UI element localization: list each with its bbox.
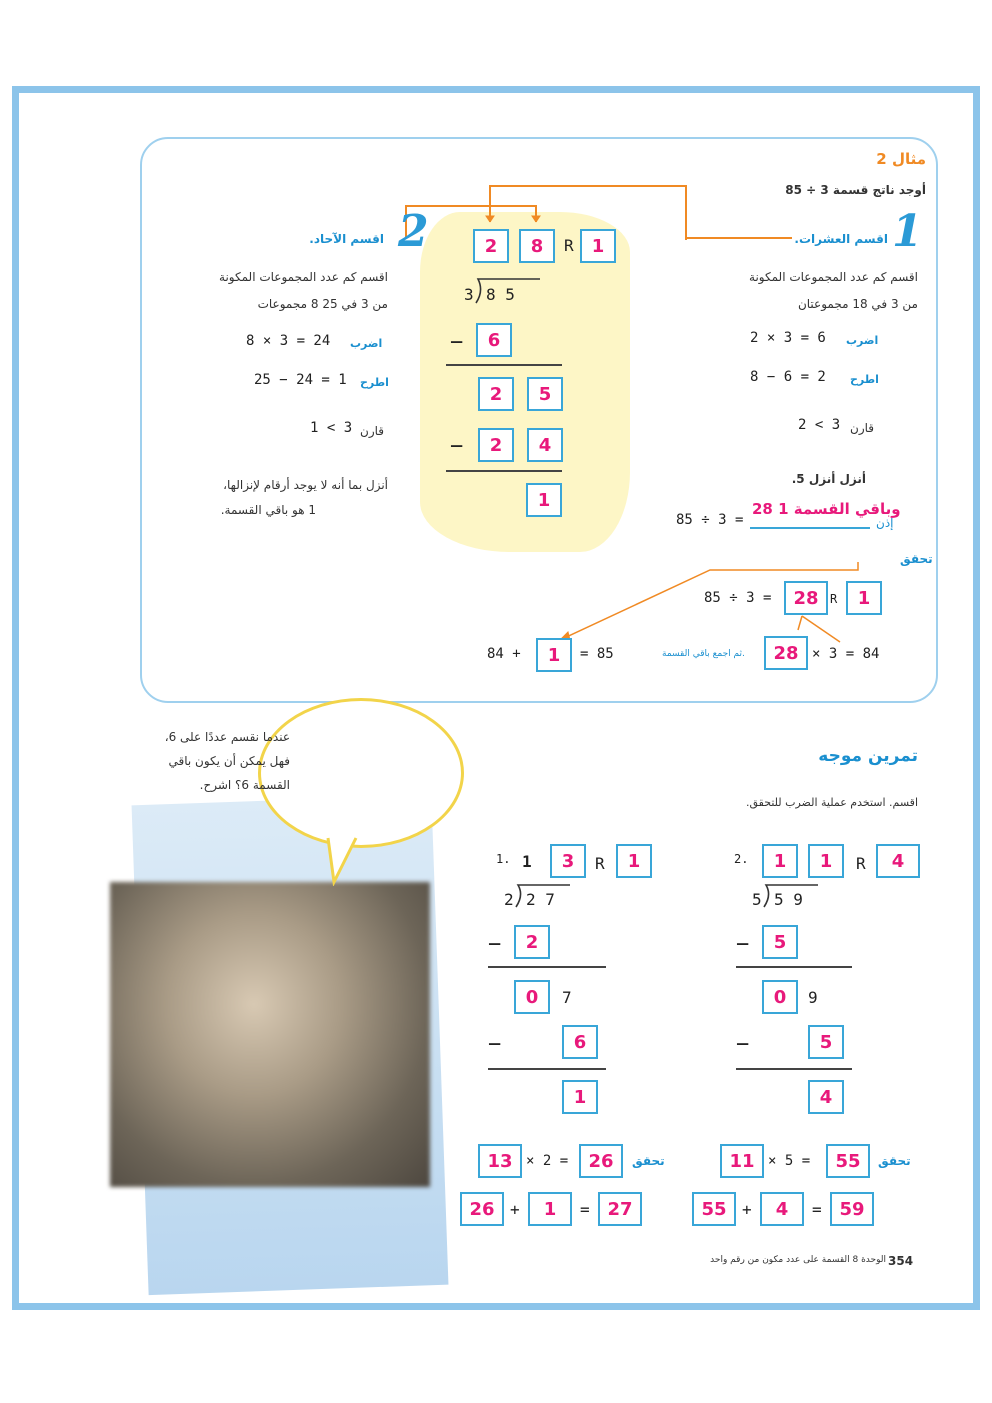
p2-quotient-tens-box: 1 bbox=[762, 844, 798, 878]
remainder-box: 1 bbox=[580, 229, 616, 263]
step1-equation: 85 ÷ 3 = bbox=[676, 512, 744, 528]
check-eq2-box: 1 bbox=[536, 638, 572, 672]
step1-divide2: من 3 في 18 مجموعتان bbox=[797, 297, 918, 311]
p1-mid-digit: 7 bbox=[562, 988, 572, 1007]
check-eq3-right: × 3 = 84 bbox=[812, 646, 880, 662]
p2-rule-1 bbox=[736, 966, 852, 968]
step1-multiply: 2 × 3 = 6 bbox=[750, 330, 826, 346]
speech-bubble-tail bbox=[326, 836, 366, 886]
speech-bubble bbox=[258, 698, 464, 848]
step2-heading: اقسم الآحاد. bbox=[309, 232, 384, 246]
p1-mid-box: 0 bbox=[514, 980, 550, 1014]
p1-minus-2: − bbox=[488, 1032, 502, 1057]
p1-quotient-box: 3 bbox=[550, 844, 586, 878]
p1-check-op: × 2 = bbox=[526, 1153, 569, 1169]
footer-text: الوحدة 8 القسمة على عدد مكون من رقم واحد bbox=[710, 1255, 886, 1265]
step2-subtract-label: اطرح bbox=[360, 376, 389, 389]
check-note: ثم اجمع باقي القسمة. bbox=[662, 649, 745, 659]
p1-check-a: 13 bbox=[478, 1144, 522, 1178]
p1-rule-2 bbox=[488, 1068, 606, 1070]
p1-remainder-box: 1 bbox=[616, 844, 652, 878]
mid-ones-box: 5 bbox=[527, 377, 563, 411]
page-number: 354 bbox=[888, 1254, 914, 1268]
step1-bring-down: أنزل أنزل 5. bbox=[791, 472, 866, 486]
step1-answer: 28 وباقي القسمة 1 bbox=[752, 500, 901, 518]
step2-subtract: 25 − 24 = 1 bbox=[254, 372, 347, 388]
quotient-ones-box: 8 bbox=[519, 229, 555, 263]
step2-multiply-label: اضرب bbox=[350, 337, 383, 350]
rule-1 bbox=[446, 364, 562, 366]
check-eq2-right: = 85 bbox=[580, 646, 614, 662]
minus-sign-1: − bbox=[450, 330, 464, 355]
p2-sum-c: 59 bbox=[830, 1192, 874, 1226]
p1-divisor: 2 bbox=[504, 890, 514, 909]
p1-sum-c: 27 bbox=[598, 1192, 642, 1226]
p2-dividend: 5 9 bbox=[774, 890, 803, 909]
check-eq2-left: 84 + bbox=[487, 646, 521, 662]
step2-remainder-note: 1 هو باقي القسمة. bbox=[220, 503, 316, 517]
step2-number-icon: 2 bbox=[398, 206, 429, 257]
p2-mid-digit: 9 bbox=[808, 988, 818, 1007]
example-title: مثال 2 bbox=[876, 150, 926, 168]
example-dividend: 8 5 bbox=[486, 285, 515, 304]
p2-sub1-box: 5 bbox=[762, 925, 798, 959]
p1-rule-1 bbox=[488, 966, 606, 968]
p2-number: 2. bbox=[734, 852, 749, 866]
check-label: تحقق bbox=[900, 552, 933, 566]
example-divisor: 3 bbox=[464, 285, 474, 304]
check-quotient-box: 28 bbox=[784, 581, 828, 615]
p2-minus-2: − bbox=[736, 1032, 750, 1057]
p1-check-label: تحقق bbox=[632, 1154, 665, 1168]
p2-r-label: R bbox=[856, 854, 866, 873]
p2-check-b: 55 bbox=[826, 1144, 870, 1178]
p2-mid-box: 0 bbox=[762, 980, 798, 1014]
p1-number: 1. bbox=[496, 852, 511, 866]
p1-sum-op1: + bbox=[510, 1200, 520, 1219]
sub2-tens-box: 2 bbox=[478, 428, 514, 462]
step1-heading: اقسم العشرات. bbox=[794, 232, 888, 246]
p1-sum-b: 1 bbox=[528, 1192, 572, 1226]
p2-quotient-ones-box: 1 bbox=[808, 844, 844, 878]
example-prompt: أوجد ناتج قسمة 3 ÷ 85 bbox=[785, 183, 926, 197]
p2-check-op: × 5 = bbox=[768, 1153, 811, 1169]
step1-so-label: إذن bbox=[876, 516, 894, 530]
step1-compare-label: قارن bbox=[850, 421, 874, 435]
p2-check-a: 11 bbox=[720, 1144, 764, 1178]
step2-multiply: 8 × 3 = 24 bbox=[246, 333, 331, 349]
sub1-box: 6 bbox=[476, 323, 512, 357]
step2-compare: 1 < 3 bbox=[310, 420, 353, 436]
bubble-line3: القسمة 6؟ اشرح. bbox=[199, 778, 290, 792]
p2-remainder-box: 4 bbox=[876, 844, 920, 878]
p1-minus-1: − bbox=[488, 932, 502, 957]
p2-sum-a: 55 bbox=[692, 1192, 736, 1226]
quotient-tens-box: 2 bbox=[473, 229, 509, 263]
step1-compare: 2 < 3 bbox=[798, 417, 841, 433]
step1-divide: اقسم كم عدد المجموعات المكونة bbox=[749, 270, 918, 284]
bubble-line1: عندما نقسم عددًا على 6، bbox=[164, 730, 290, 744]
p2-rule-2 bbox=[736, 1068, 852, 1070]
p1-sum-op2: = bbox=[580, 1200, 590, 1219]
bubble-line2: فهل يمكن أن يكون باقي bbox=[168, 754, 290, 768]
p1-sub1-box: 2 bbox=[514, 925, 550, 959]
p1-quotient-static: 1 bbox=[522, 852, 532, 871]
step1-arrow-line bbox=[686, 232, 796, 242]
p2-sum-b: 4 bbox=[760, 1192, 804, 1226]
step1-subtract-label: اطرح bbox=[850, 373, 879, 386]
p2-minus-1: − bbox=[736, 932, 750, 957]
rule-2 bbox=[446, 470, 562, 472]
p2-sub2-box: 5 bbox=[808, 1025, 844, 1059]
p2-check-label: تحقق bbox=[878, 1154, 911, 1168]
p1-sum-a: 26 bbox=[460, 1192, 504, 1226]
step1-number-icon: 1 bbox=[892, 206, 923, 257]
check-remainder-box: 1 bbox=[846, 581, 882, 615]
p2-sum-op2: = bbox=[812, 1200, 822, 1219]
photo-man-reading-newspaper bbox=[110, 882, 430, 1187]
p1-r-label: R bbox=[595, 854, 605, 873]
minus-sign-2: − bbox=[450, 434, 464, 459]
p2-final-box: 4 bbox=[808, 1080, 844, 1114]
guided-title: تمرين موجه bbox=[818, 746, 918, 766]
p1-dividend: 2 7 bbox=[526, 890, 555, 909]
sub2-ones-box: 4 bbox=[527, 428, 563, 462]
step1-multiply-label: اضرب bbox=[846, 334, 879, 347]
p1-sub2-box: 6 bbox=[562, 1025, 598, 1059]
step2-compare-label: قارن bbox=[360, 424, 384, 438]
guided-instruction: اقسم. استخدم عملية الضرب للتحقق. bbox=[745, 796, 918, 809]
highlight-blob bbox=[420, 212, 630, 552]
p2-sum-op1: + bbox=[742, 1200, 752, 1219]
p1-final-box: 1 bbox=[562, 1080, 598, 1114]
step2-bring-down: أنزل بما أنه لا يوجد أرقام لإنزالها، bbox=[223, 478, 388, 492]
step2-divide: اقسم كم عدد المجموعات المكونة bbox=[219, 270, 388, 284]
step2-divide2: من 3 في 25 8 مجموعات bbox=[257, 297, 388, 311]
mid-tens-box: 2 bbox=[478, 377, 514, 411]
example-r-label: R bbox=[564, 236, 574, 255]
p1-check-b: 26 bbox=[579, 1144, 623, 1178]
check-eq1-left: 85 ÷ 3 = bbox=[704, 590, 772, 606]
p2-divisor: 5 bbox=[752, 890, 762, 909]
answer-underline bbox=[750, 527, 870, 529]
step1-subtract: 8 − 6 = 2 bbox=[750, 369, 826, 385]
check-r-label: R bbox=[830, 592, 838, 606]
check-eq3-box: 28 bbox=[764, 636, 808, 670]
final-remainder-box: 1 bbox=[526, 483, 562, 517]
